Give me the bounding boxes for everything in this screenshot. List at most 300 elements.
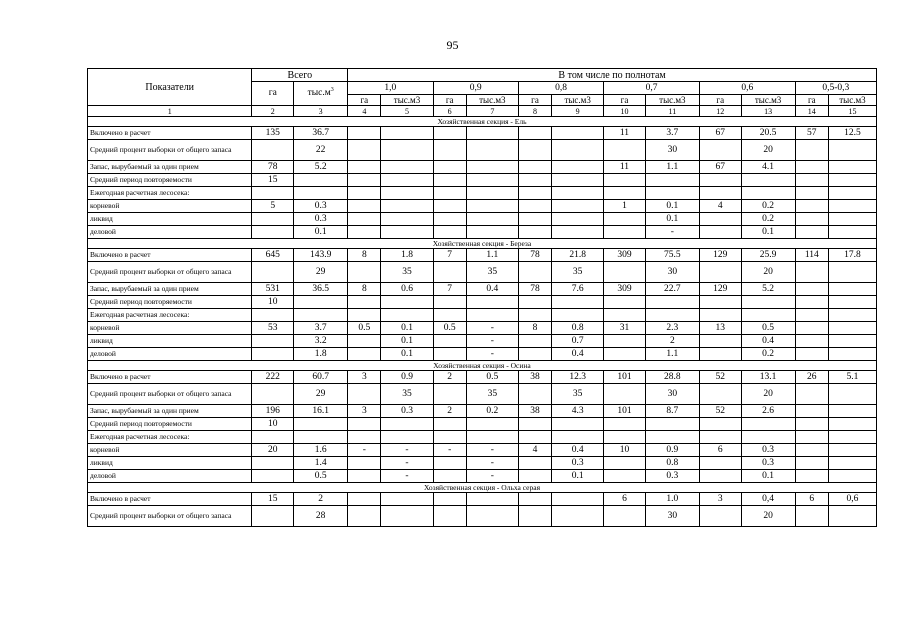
- table-cell: [828, 140, 876, 161]
- table-cell: 21.8: [552, 249, 604, 262]
- table-cell: [433, 431, 466, 444]
- table-cell: 5.1: [828, 371, 876, 384]
- table-cell: [604, 506, 646, 527]
- table-cell: 0.3: [741, 457, 795, 470]
- table-cell: [552, 296, 604, 309]
- table-cell: [795, 418, 828, 431]
- table-row: [88, 348, 877, 361]
- header-unit-ha: га: [604, 95, 646, 106]
- table-cell: 0.6: [381, 283, 433, 296]
- table-cell: -: [466, 335, 518, 348]
- table-cell: 8: [518, 322, 551, 335]
- section-title: Хозяйственная секция - Береза: [88, 239, 877, 249]
- table-cell: [518, 262, 551, 283]
- table-cell: [699, 348, 741, 361]
- table-cell: [348, 213, 381, 226]
- table-cell: 0.1: [552, 470, 604, 483]
- header-unit-thm3: тыс.м3: [645, 95, 699, 106]
- section-title: Хозяйственная секция - Ольха серая: [88, 483, 877, 493]
- table-cell: 222: [252, 371, 294, 384]
- table-cell: [433, 457, 466, 470]
- row-label: Средний процент выборки от общего запаса: [88, 384, 252, 405]
- table-cell: 2: [645, 335, 699, 348]
- table-cell: [348, 384, 381, 405]
- table-cell: [518, 309, 551, 322]
- table-cell: [466, 226, 518, 239]
- table-cell: [828, 213, 876, 226]
- table-cell: 0.1: [645, 213, 699, 226]
- table-cell: [466, 161, 518, 174]
- column-number: 12: [699, 106, 741, 117]
- table-cell: [381, 127, 433, 140]
- table-cell: [699, 335, 741, 348]
- table-cell: 0.3: [645, 470, 699, 483]
- row-label: деловой: [88, 226, 252, 239]
- table-cell: [795, 226, 828, 239]
- table-cell: 10: [604, 444, 646, 457]
- table-row: [88, 200, 877, 213]
- table-cell: [741, 431, 795, 444]
- table-cell: [699, 506, 741, 527]
- table-cell: [645, 187, 699, 200]
- table-cell: [433, 470, 466, 483]
- row-label: ликвид: [88, 457, 252, 470]
- table-cell: 12.5: [828, 127, 876, 140]
- table-cell: 13: [699, 322, 741, 335]
- table-cell: [348, 348, 381, 361]
- table-cell: 35: [552, 262, 604, 283]
- table-cell: [518, 457, 551, 470]
- table-cell: [604, 213, 646, 226]
- table-cell: 22.7: [645, 283, 699, 296]
- table-cell: -: [466, 470, 518, 483]
- table-cell: 531: [252, 283, 294, 296]
- table-cell: [741, 296, 795, 309]
- table-cell: [604, 335, 646, 348]
- table-cell: 30: [645, 140, 699, 161]
- table-row: [88, 322, 877, 335]
- table-row: [88, 405, 877, 418]
- table-cell: 2: [433, 405, 466, 418]
- table-cell: [699, 213, 741, 226]
- page-number: 95: [446, 38, 459, 52]
- table-cell: 129: [699, 283, 741, 296]
- column-number: 1: [88, 106, 252, 117]
- table-cell: [645, 296, 699, 309]
- table-cell: [433, 309, 466, 322]
- header-total-thm3: $тыс.м^3$: [294, 82, 348, 106]
- table-cell: 6: [795, 493, 828, 506]
- table-cell: [466, 127, 518, 140]
- table-cell: [466, 187, 518, 200]
- table-cell: 36.5: [294, 283, 348, 296]
- table-cell: 645: [252, 249, 294, 262]
- table-cell: [518, 418, 551, 431]
- table-cell: 35: [466, 262, 518, 283]
- table-cell: [381, 213, 433, 226]
- table-cell: 5.2: [741, 283, 795, 296]
- table-cell: [252, 335, 294, 348]
- table-cell: 0.9: [381, 371, 433, 384]
- table-cell: [828, 444, 876, 457]
- table-cell: -: [381, 457, 433, 470]
- table-cell: [381, 226, 433, 239]
- table-cell: 0.3: [552, 457, 604, 470]
- table-cell: [433, 493, 466, 506]
- table-row: [88, 493, 877, 506]
- table-cell: [433, 161, 466, 174]
- table-cell: [795, 405, 828, 418]
- table-cell: [518, 470, 551, 483]
- table-cell: [795, 161, 828, 174]
- table-cell: [381, 296, 433, 309]
- row-label: Ежегодная расчетная лесосека:: [88, 309, 252, 322]
- table-cell: [252, 140, 294, 161]
- table-cell: [348, 418, 381, 431]
- table-cell: 0.1: [645, 200, 699, 213]
- table-cell: 0.3: [294, 200, 348, 213]
- table-cell: [518, 493, 551, 506]
- table-cell: 67: [699, 161, 741, 174]
- table-cell: 2: [294, 493, 348, 506]
- table-cell: [466, 418, 518, 431]
- table-cell: 7.6: [552, 283, 604, 296]
- table-cell: 0.5: [741, 322, 795, 335]
- table-cell: [795, 174, 828, 187]
- table-cell: [795, 296, 828, 309]
- row-label: Средний период повторяемости: [88, 174, 252, 187]
- table-cell: [518, 187, 551, 200]
- table-cell: 0.1: [381, 348, 433, 361]
- table-cell: [699, 309, 741, 322]
- table-row: [88, 335, 877, 348]
- table-cell: [795, 322, 828, 335]
- table-cell: 20: [741, 384, 795, 405]
- table-cell: [699, 140, 741, 161]
- table-row: [88, 187, 877, 200]
- column-number: 8: [518, 106, 551, 117]
- table-cell: [828, 309, 876, 322]
- table-cell: [552, 431, 604, 444]
- table-cell: [433, 187, 466, 200]
- table-cell: [828, 226, 876, 239]
- table-cell: 78: [518, 283, 551, 296]
- table-cell: [741, 174, 795, 187]
- column-number: 7: [466, 106, 518, 117]
- table-cell: [348, 187, 381, 200]
- table-cell: [828, 405, 876, 418]
- table-cell: [552, 309, 604, 322]
- table-cell: 1.4: [294, 457, 348, 470]
- table-cell: [466, 309, 518, 322]
- table-cell: 11: [604, 161, 646, 174]
- table-cell: [741, 418, 795, 431]
- header-unit-ha: га: [699, 95, 741, 106]
- table-cell: [699, 431, 741, 444]
- table-cell: [381, 493, 433, 506]
- table-cell: 0.4: [741, 335, 795, 348]
- table-cell: [518, 127, 551, 140]
- table-cell: [795, 457, 828, 470]
- table-cell: [795, 213, 828, 226]
- table-cell: [828, 457, 876, 470]
- table-cell: 28: [294, 506, 348, 527]
- table-cell: [604, 296, 646, 309]
- table-cell: [699, 384, 741, 405]
- table-cell: [348, 226, 381, 239]
- table-cell: 67: [699, 127, 741, 140]
- table-cell: 1.8: [381, 249, 433, 262]
- table-cell: [795, 444, 828, 457]
- table-cell: [466, 431, 518, 444]
- table-cell: [604, 418, 646, 431]
- table-cell: 309: [604, 249, 646, 262]
- table-cell: 114: [795, 249, 828, 262]
- table-cell: [795, 200, 828, 213]
- table-cell: 2: [433, 371, 466, 384]
- table-cell: 1.1: [645, 348, 699, 361]
- table-cell: [252, 384, 294, 405]
- table-cell: 3: [348, 405, 381, 418]
- table-cell: [604, 174, 646, 187]
- table-cell: [294, 309, 348, 322]
- table-cell: [252, 187, 294, 200]
- table-cell: [518, 213, 551, 226]
- table-cell: [252, 213, 294, 226]
- table-cell: 35: [552, 384, 604, 405]
- table-cell: [795, 384, 828, 405]
- column-number: 3: [294, 106, 348, 117]
- table-cell: [604, 262, 646, 283]
- table-cell: 4.1: [741, 161, 795, 174]
- table-cell: 1.1: [645, 161, 699, 174]
- table-cell: [552, 174, 604, 187]
- table-cell: 26: [795, 371, 828, 384]
- table-cell: [466, 140, 518, 161]
- table-row: [88, 127, 877, 140]
- table-cell: 12.3: [552, 371, 604, 384]
- table-cell: [252, 348, 294, 361]
- table-cell: [828, 470, 876, 483]
- table-cell: 52: [699, 371, 741, 384]
- table-cell: [466, 213, 518, 226]
- table-cell: [348, 174, 381, 187]
- table-cell: 57: [795, 127, 828, 140]
- table-cell: 309: [604, 283, 646, 296]
- table-cell: [252, 431, 294, 444]
- table-cell: [604, 309, 646, 322]
- table-cell: [795, 431, 828, 444]
- table-cell: 0.4: [466, 283, 518, 296]
- table-cell: [348, 335, 381, 348]
- table-cell: [433, 384, 466, 405]
- table-cell: 17.8: [828, 249, 876, 262]
- table-cell: [433, 262, 466, 283]
- table-cell: [252, 262, 294, 283]
- row-label: Запас, вырубаемый за один прием: [88, 161, 252, 174]
- table-cell: 0.3: [741, 444, 795, 457]
- table-cell: [381, 431, 433, 444]
- table-cell: [604, 140, 646, 161]
- table-cell: [433, 296, 466, 309]
- table-cell: 0.7: [552, 335, 604, 348]
- table-cell: [433, 200, 466, 213]
- table-cell: [466, 174, 518, 187]
- header-density-5: 0,5-0,3: [795, 82, 876, 95]
- header-unit-thm3: тыс.м3: [381, 95, 433, 106]
- table-cell: 1: [604, 200, 646, 213]
- table-cell: [699, 470, 741, 483]
- table-cell: [828, 262, 876, 283]
- table-cell: 78: [252, 161, 294, 174]
- table-cell: [518, 335, 551, 348]
- table-row: [88, 140, 877, 161]
- table-cell: [552, 506, 604, 527]
- table-cell: 28.8: [645, 371, 699, 384]
- table-cell: [381, 161, 433, 174]
- table-cell: [795, 283, 828, 296]
- table-cell: [348, 309, 381, 322]
- table-cell: 0.1: [741, 470, 795, 483]
- table-cell: 7: [433, 249, 466, 262]
- row-label: Средний процент выборки от общего запаса: [88, 262, 252, 283]
- table-cell: 20: [741, 140, 795, 161]
- table-cell: 6: [604, 493, 646, 506]
- table-cell: [518, 431, 551, 444]
- header-unit-ha: га: [518, 95, 551, 106]
- table-row: [88, 161, 877, 174]
- table-cell: [381, 187, 433, 200]
- table-row: [88, 213, 877, 226]
- table-cell: [552, 213, 604, 226]
- table-cell: [828, 187, 876, 200]
- row-label: корневой: [88, 444, 252, 457]
- table-cell: [381, 174, 433, 187]
- table-cell: 20: [741, 506, 795, 527]
- table-cell: [294, 296, 348, 309]
- table-cell: [348, 161, 381, 174]
- table-cell: [828, 335, 876, 348]
- table-cell: 15: [252, 174, 294, 187]
- table-cell: 0.1: [381, 335, 433, 348]
- table-cell: [795, 470, 828, 483]
- table-cell: [828, 384, 876, 405]
- table-cell: 11: [604, 127, 646, 140]
- header-unit-thm3: тыс.м3: [552, 95, 604, 106]
- table-cell: 5.2: [294, 161, 348, 174]
- table-cell: 10: [252, 418, 294, 431]
- table-cell: 0.5: [466, 371, 518, 384]
- header-total: Всего: [252, 69, 348, 82]
- table-cell: 0.4: [552, 348, 604, 361]
- header-unit-thm3: тыс.м3: [828, 95, 876, 106]
- table-cell: 16.1: [294, 405, 348, 418]
- table-cell: 0.2: [466, 405, 518, 418]
- table-cell: [518, 161, 551, 174]
- table-cell: [552, 127, 604, 140]
- table-cell: [466, 200, 518, 213]
- table-cell: 29: [294, 384, 348, 405]
- table-cell: 60.7: [294, 371, 348, 384]
- table-cell: [828, 418, 876, 431]
- table-cell: 2.6: [741, 405, 795, 418]
- column-number: 14: [795, 106, 828, 117]
- table-cell: -: [645, 226, 699, 239]
- table-cell: 7: [433, 283, 466, 296]
- table-cell: [645, 174, 699, 187]
- table-cell: 78: [518, 249, 551, 262]
- table-cell: 53: [252, 322, 294, 335]
- table-cell: 1.0: [645, 493, 699, 506]
- table-cell: [645, 431, 699, 444]
- table-cell: [604, 226, 646, 239]
- table-row: [88, 226, 877, 239]
- column-number: 11: [645, 106, 699, 117]
- table-cell: [518, 384, 551, 405]
- table-cell: [604, 187, 646, 200]
- header-unit-thm3: тыс.м3: [466, 95, 518, 106]
- table-cell: 8: [348, 283, 381, 296]
- table-cell: [552, 187, 604, 200]
- table-cell: 35: [466, 384, 518, 405]
- column-number: 5: [381, 106, 433, 117]
- table-cell: [552, 226, 604, 239]
- table-cell: 2.3: [645, 322, 699, 335]
- table-row: [88, 296, 877, 309]
- table-cell: [466, 506, 518, 527]
- table-cell: [741, 187, 795, 200]
- table-cell: [348, 457, 381, 470]
- table-cell: 3.7: [645, 127, 699, 140]
- table-cell: 0,4: [741, 493, 795, 506]
- table-cell: [741, 309, 795, 322]
- header-by-density: В том числе по полнотам: [348, 69, 877, 82]
- table-cell: 0.8: [552, 322, 604, 335]
- header-unit-ha: га: [348, 95, 381, 106]
- table-cell: 3: [699, 493, 741, 506]
- row-label: Средний период повторяемости: [88, 418, 252, 431]
- table-cell: [381, 200, 433, 213]
- table-cell: [604, 457, 646, 470]
- table-cell: 3: [348, 371, 381, 384]
- table-cell: [433, 140, 466, 161]
- table-cell: 20: [252, 444, 294, 457]
- table-cell: [828, 348, 876, 361]
- table-cell: [252, 226, 294, 239]
- table-cell: 8: [348, 249, 381, 262]
- table-cell: [466, 493, 518, 506]
- table-cell: [433, 335, 466, 348]
- row-label: деловой: [88, 470, 252, 483]
- header-density-3: 0,7: [604, 82, 700, 95]
- table-cell: [252, 506, 294, 527]
- row-label: Средний период повторяемости: [88, 296, 252, 309]
- table-cell: [699, 174, 741, 187]
- table-cell: [348, 140, 381, 161]
- table-cell: [699, 262, 741, 283]
- table-cell: [828, 283, 876, 296]
- table-cell: [381, 140, 433, 161]
- column-number: 15: [828, 106, 876, 117]
- table-cell: 3.2: [294, 335, 348, 348]
- table-cell: 38: [518, 371, 551, 384]
- table-cell: 101: [604, 405, 646, 418]
- table-cell: 4: [518, 444, 551, 457]
- forest-cutting-table: [87, 68, 877, 527]
- row-label: Включено в расчет: [88, 127, 252, 140]
- table-cell: [552, 140, 604, 161]
- table-cell: 0.1: [294, 226, 348, 239]
